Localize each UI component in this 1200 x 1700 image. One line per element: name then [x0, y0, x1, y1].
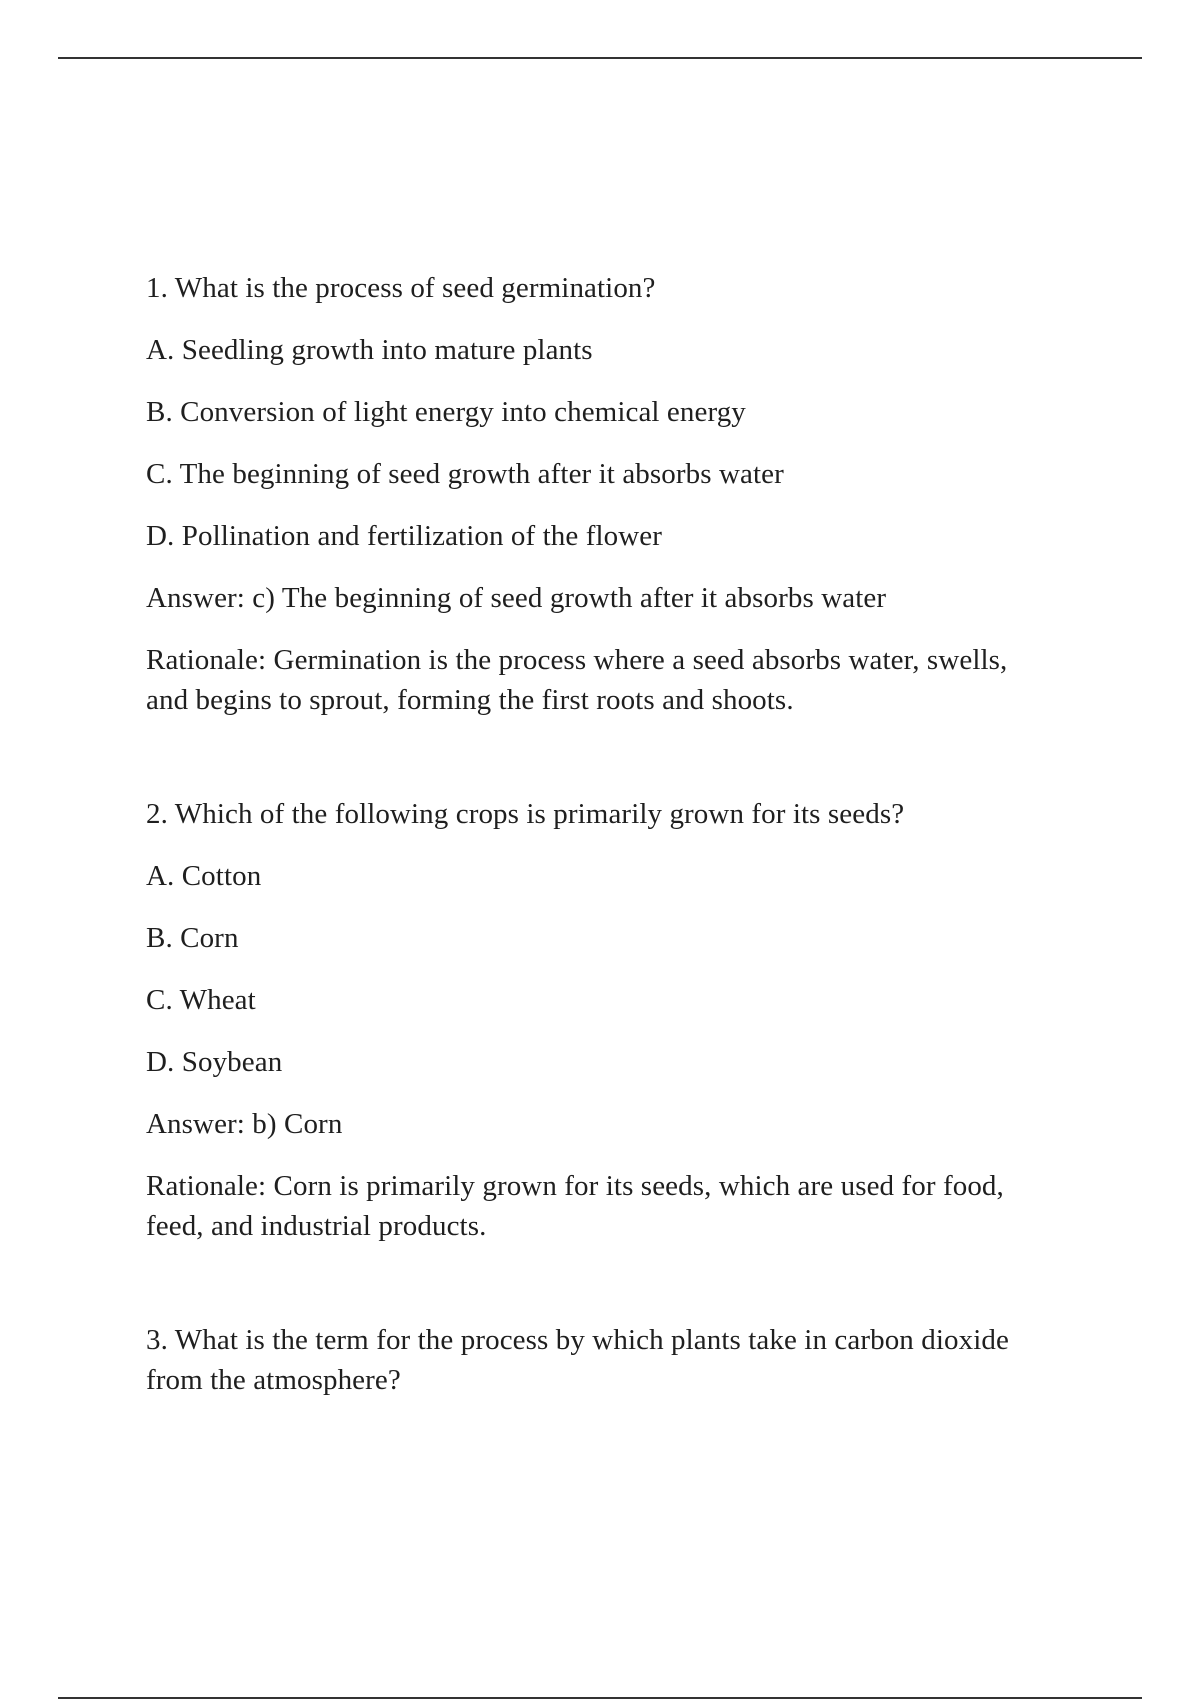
footer-rule [58, 1697, 1142, 1699]
option-c: C. The beginning of seed growth after it absorbs water [146, 458, 784, 490]
document-body [146, 268, 1046, 1448]
question-block-3 [146, 1320, 1046, 1400]
option-d: D. Soybean [146, 1046, 283, 1078]
rationale-text: Rationale: Germination is the process where a seed absorbs water, swells, and begins to sprout, forming the first roots and shoots. [146, 644, 1008, 716]
option-d: D. Pollination and fertilization of the flower [146, 520, 662, 552]
option-a: A. Cotton [146, 860, 262, 892]
option-b: B. Corn [146, 922, 239, 954]
rationale-text: Rationale: Corn is primarily grown for its seeds, which are used for food, feed, and industrial products. [146, 1170, 1004, 1242]
option-b: B. Conversion of light energy into chemical energy [146, 396, 746, 428]
answer-text: Answer: b) Corn [146, 1108, 343, 1140]
header-rule [58, 57, 1142, 59]
question-text: 3. What is the term for the process by which plants take in carbon dioxide from the atmosphere? [146, 1324, 1009, 1396]
question-block-1 [146, 268, 1046, 720]
option-c: C. Wheat [146, 984, 256, 1016]
answer-text: Answer: c) The beginning of seed growth after it absorbs water [146, 582, 887, 614]
question-text: 1. What is the process of seed germination? [146, 272, 656, 304]
option-a: A. Seedling growth into mature plants [146, 334, 593, 366]
question-block-2 [146, 794, 1046, 1246]
question-text: 2. Which of the following crops is primarily grown for its seeds? [146, 798, 905, 830]
